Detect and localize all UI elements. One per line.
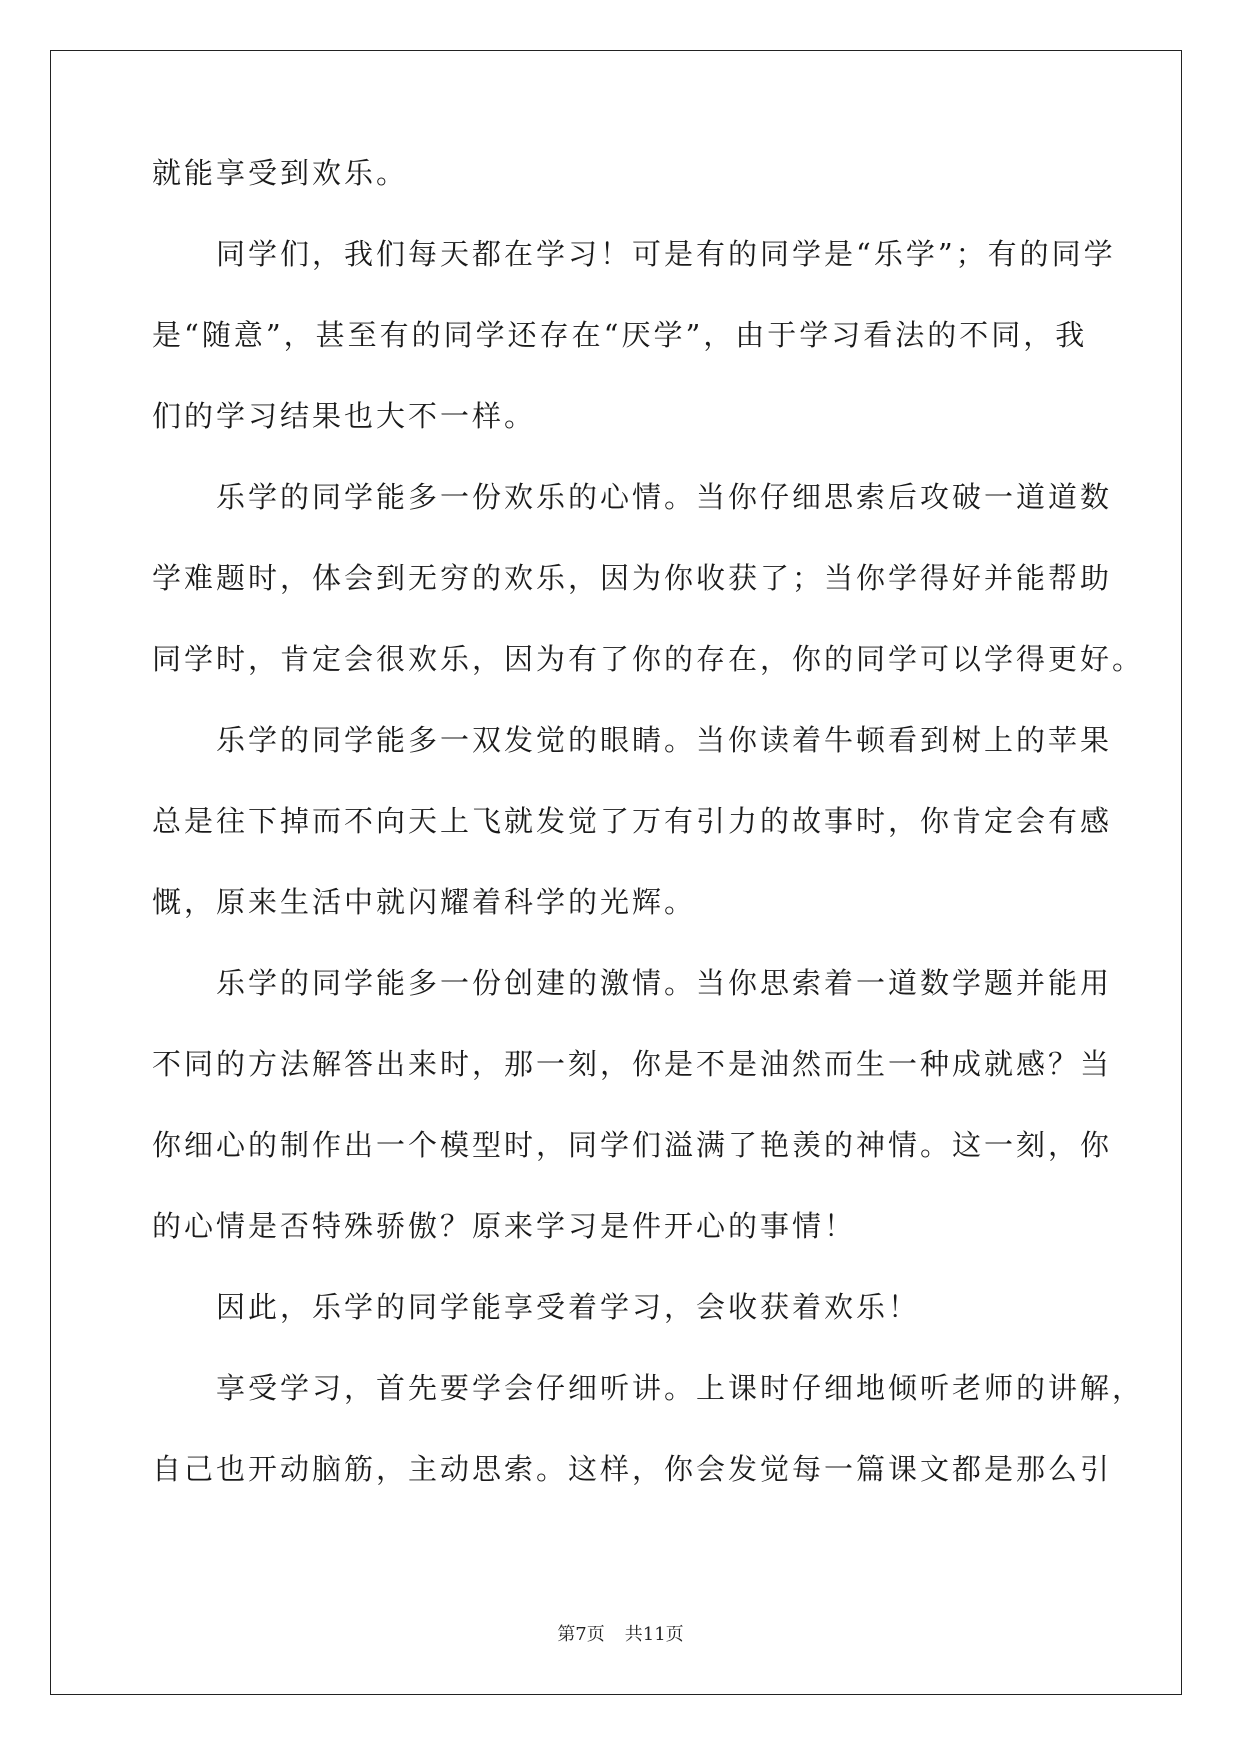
page-number: 第7页: [557, 1624, 605, 1645]
text-line: 是“随意”，甚至有的同学还存在“厌学”，由于学习看法的不同，我: [152, 318, 1088, 352]
page-footer: [0, 1620, 1241, 1646]
text-line: 乐学的同学能多一份创建的激情。当你思索着一道数学题并能用: [216, 966, 1113, 1000]
text-line: 享受学习，首先要学会仔细听讲。上课时仔细地倾听老师的讲解，: [216, 1371, 1145, 1405]
text-line: 们的学习结果也大不一样。: [152, 399, 537, 433]
text-line: 自己也开动脑筋，主动思索。这样，你会发觉每一篇课文都是那么引: [152, 1452, 1113, 1486]
text-line: 总是往下掉而不向天上飞就发觉了万有引力的故事时，你肯定会有感: [152, 804, 1113, 838]
text-line: 学难题时，体会到无穷的欢乐，因为你收获了；当你学得好并能帮助: [152, 561, 1113, 595]
page-total: 共11页: [624, 1624, 684, 1645]
document-body: [152, 156, 1145, 1535]
text-line: 不同的方法解答出来时，那一刻，你是不是油然而生一种成就感？当: [152, 1047, 1113, 1081]
text-line: 因此，乐学的同学能享受着学习，会收获着欢乐！: [216, 1290, 921, 1324]
text-line: 的心情是否特殊骄傲？原来学习是件开心的事情！: [152, 1209, 857, 1243]
text-line: 乐学的同学能多一双发觉的眼睛。当你读着牛顿看到树上的苹果: [216, 723, 1113, 757]
text-line: 乐学的同学能多一份欢乐的心情。当你仔细思索后攻破一道道数: [216, 480, 1113, 514]
text-line: 慨，原来生活中就闪耀着科学的光辉。: [152, 885, 697, 919]
text-line: 同学们，我们每天都在学习！可是有的同学是“乐学”；有的同学: [216, 237, 1116, 271]
text-line: 同学时，肯定会很欢乐，因为有了你的存在，你的同学可以学得更好。: [152, 642, 1145, 676]
text-line: 就能享受到欢乐。: [152, 156, 409, 190]
text-line: 你细心的制作出一个模型时，同学们溢满了艳羡的神情。这一刻，你: [152, 1128, 1113, 1162]
